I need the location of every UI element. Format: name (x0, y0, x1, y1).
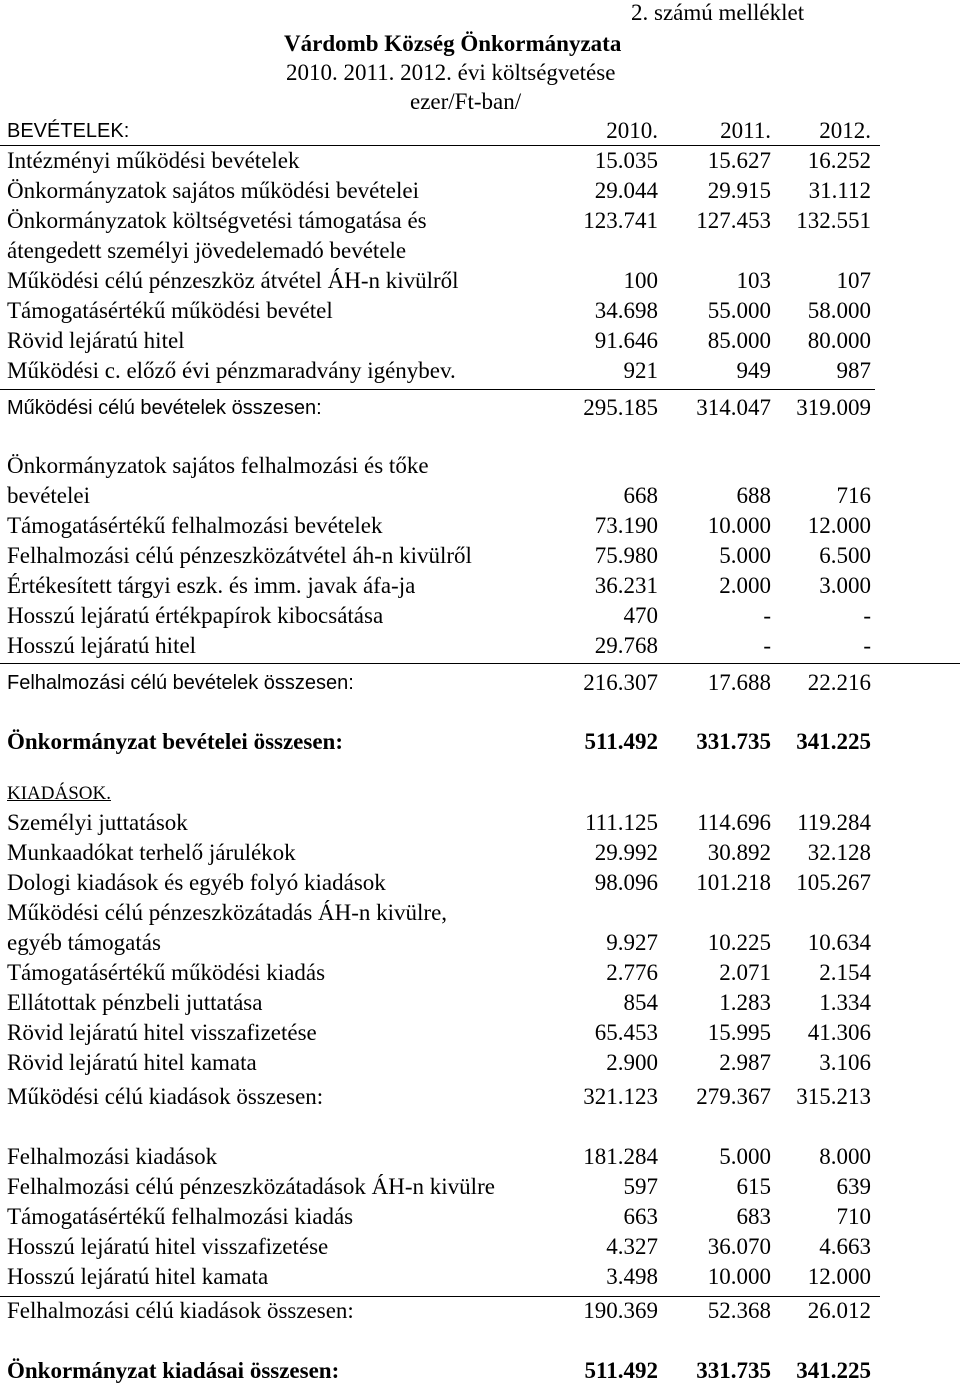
table-row (0, 808, 960, 838)
row-label: Működési célú kiadások összesen: (7, 1084, 324, 1109)
revenue-grand-total-row (0, 727, 960, 757)
value-2012: 58.000 (807, 298, 871, 323)
row-label: Személyi juttatások (7, 810, 188, 835)
value-2012: 2012. (819, 118, 871, 143)
row-label: átengedett személyi jövedelemadó bevétele (7, 238, 407, 263)
value-2012: 80.000 (807, 328, 871, 353)
value-2012: 4.663 (819, 1234, 871, 1259)
value-2010: 75.980 (594, 543, 658, 568)
row-label: Rövid lejáratú hitel (7, 328, 185, 353)
value-2010: 511.492 (584, 729, 658, 754)
value-2012: 41.306 (807, 1020, 871, 1045)
table-row (0, 481, 960, 511)
value-2010: 4.327 (606, 1234, 658, 1259)
value-2010: 921 (623, 358, 658, 383)
value-2010: 668 (623, 483, 658, 508)
value-2010: 321.123 (583, 1084, 658, 1109)
value-2012: 31.112 (808, 178, 871, 203)
row-label: Hosszú lejáratú hitel visszafizetése (7, 1234, 329, 1259)
table-row (0, 1232, 960, 1262)
value-2010: 29.992 (594, 840, 658, 865)
value-2011: 2.987 (719, 1050, 771, 1075)
value-2010: 123.741 (583, 208, 658, 233)
capital-expenditure-total-row (0, 1296, 960, 1326)
value-2012: 119.284 (797, 810, 871, 835)
value-2012: 341.225 (796, 729, 871, 754)
unit-label: ezer/Ft-ban/ (410, 89, 522, 114)
row-label: Rövid lejáratú hitel visszafizetése (7, 1020, 317, 1045)
value-2010: 511.492 (584, 1358, 658, 1383)
value-2010: 2.776 (606, 960, 658, 985)
table-row (0, 838, 960, 868)
value-2012: 6.500 (819, 543, 871, 568)
value-2010: 29.768 (594, 633, 658, 658)
value-2012: 987 (836, 358, 871, 383)
value-2011: 615 (736, 1174, 771, 1199)
value-2012: - (863, 633, 871, 658)
value-2011: - (763, 633, 771, 658)
value-2011: 2.071 (719, 960, 771, 985)
row-label: Ellátottak pénzbeli juttatása (7, 990, 263, 1015)
value-2012: 319.009 (796, 395, 871, 420)
row-label: KIADÁSOK. (7, 783, 111, 804)
value-2011: 10.225 (707, 930, 771, 955)
row-label: Támogatásértékű működési bevétel (7, 298, 333, 323)
operating-revenue-total-row (0, 393, 960, 423)
row-label: Felhalmozási célú kiadások összesen: (7, 1298, 354, 1323)
row-label: Munkaadókat terhelő járulékok (7, 840, 296, 865)
table-row (0, 958, 960, 988)
value-2011: 5.000 (719, 543, 771, 568)
value-2012: 716 (836, 483, 871, 508)
value-2011: 85.000 (707, 328, 771, 353)
value-2012: 1.334 (819, 990, 871, 1015)
value-2010: 2.900 (606, 1050, 658, 1075)
row-label: Értékesített tárgyi eszk. és imm. javak áfa-ja (7, 573, 416, 598)
table-row (0, 631, 960, 661)
value-2012: 710 (836, 1204, 871, 1229)
value-2010: 190.369 (583, 1298, 658, 1323)
value-2011: 15.995 (707, 1020, 771, 1045)
table-row (0, 146, 960, 176)
table-row (0, 571, 960, 601)
divider (0, 1296, 880, 1297)
table-row (0, 1172, 960, 1202)
value-2010: 2010. (606, 118, 658, 143)
value-2012: 12.000 (807, 513, 871, 538)
value-2011: 949 (736, 358, 771, 383)
table-row (0, 236, 960, 266)
value-2012: 3.000 (819, 573, 871, 598)
table-row (0, 1202, 960, 1232)
value-2011: 2.000 (719, 573, 771, 598)
row-label: Működési célú pénzeszközátadás ÁH-n kivülre, (7, 900, 448, 925)
value-2011: 683 (736, 1204, 771, 1229)
value-2010: 111.125 (584, 810, 658, 835)
revenue-header-row (0, 116, 960, 146)
value-2010: 854 (623, 990, 658, 1015)
row-label: Önkormányzatok sajátos működési bevételei (7, 178, 419, 203)
value-2010: 216.307 (583, 670, 658, 695)
table-row (0, 898, 960, 928)
row-label: Működési célú pénzeszköz átvétel ÁH-n kivülről (7, 268, 459, 293)
row-label: Intézményi működési bevételek (7, 148, 300, 173)
value-2010: 91.646 (594, 328, 658, 353)
table-row (0, 541, 960, 571)
table-row (0, 451, 960, 481)
row-label: Rövid lejáratú hitel kamata (7, 1050, 257, 1075)
value-2012: 3.106 (819, 1050, 871, 1075)
table-row (0, 296, 960, 326)
value-2010: 470 (623, 603, 658, 628)
value-2010: 73.190 (594, 513, 658, 538)
table-row (0, 1018, 960, 1048)
divider (0, 663, 960, 664)
value-2010: 98.096 (594, 870, 658, 895)
value-2011: 15.627 (707, 148, 771, 173)
table-row (0, 1142, 960, 1172)
value-2012: 12.000 (807, 1264, 871, 1289)
expenditure-header-row (0, 779, 960, 809)
value-2011: 10.000 (707, 1264, 771, 1289)
row-label: Felhalmozási kiadások (7, 1144, 218, 1169)
table-row (0, 266, 960, 296)
value-2011: 1.283 (719, 990, 771, 1015)
row-label: egyéb támogatás (7, 930, 161, 955)
value-2011: 114.696 (697, 810, 771, 835)
row-label: Hosszú lejáratú értékpapírok kibocsátása (7, 603, 384, 628)
value-2012: 10.634 (807, 930, 871, 955)
value-2010: 29.044 (594, 178, 658, 203)
value-2012: 341.225 (796, 1358, 871, 1383)
table-row (0, 511, 960, 541)
value-2011: 29.915 (707, 178, 771, 203)
table-row (0, 356, 960, 386)
table-row (0, 1048, 960, 1078)
value-2012: 105.267 (796, 870, 871, 895)
value-2011: 10.000 (707, 513, 771, 538)
row-label: Támogatásértékű felhalmozási kiadás (7, 1204, 354, 1229)
table-row (0, 206, 960, 236)
value-2011: 55.000 (707, 298, 771, 323)
value-2012: 107 (836, 268, 871, 293)
divider (0, 145, 880, 146)
divider (0, 389, 875, 390)
value-2010: 65.453 (594, 1020, 658, 1045)
value-2011: 2011. (720, 118, 771, 143)
row-label: bevételei (7, 483, 91, 508)
row-label: Működési célú bevételek összesen: (7, 397, 322, 419)
value-2010: 9.927 (606, 930, 658, 955)
document-subtitle: 2010. 2011. 2012. évi költségvetése (286, 60, 616, 85)
table-row (0, 1262, 960, 1292)
value-2011: - (763, 603, 771, 628)
value-2011: 36.070 (707, 1234, 771, 1259)
value-2011: 103 (736, 268, 771, 293)
value-2011: 101.218 (696, 870, 771, 895)
value-2012: 22.216 (807, 670, 871, 695)
value-2012: 315.213 (796, 1084, 871, 1109)
value-2010: 663 (623, 1204, 658, 1229)
value-2010: 36.231 (594, 573, 658, 598)
value-2012: 16.252 (807, 148, 871, 173)
value-2010: 3.498 (606, 1264, 658, 1289)
table-row (0, 928, 960, 958)
value-2011: 279.367 (696, 1084, 771, 1109)
operating-expenditure-total-row (0, 1082, 960, 1112)
row-label: Felhalmozási célú bevételek összesen: (7, 672, 354, 694)
row-label: Támogatásértékű felhalmozási bevételek (7, 513, 383, 538)
value-2011: 127.453 (696, 208, 771, 233)
table-row (0, 988, 960, 1018)
value-2011: 5.000 (719, 1144, 771, 1169)
value-2011: 314.047 (696, 395, 771, 420)
row-label: Működési c. előző évi pénzmaradvány igénybev. (7, 358, 456, 383)
row-label: Önkormányzatok költségvetési támogatása és (7, 208, 427, 233)
table-row (0, 601, 960, 631)
row-label: Hosszú lejáratú hitel kamata (7, 1264, 269, 1289)
row-label: Hosszú lejáratú hitel (7, 633, 197, 658)
value-2012: 2.154 (819, 960, 871, 985)
value-2012: 26.012 (807, 1298, 871, 1323)
document-title: Várdomb Község Önkormányzata (284, 31, 622, 56)
value-2010: 597 (623, 1174, 658, 1199)
expenditure-grand-total-row (0, 1356, 960, 1386)
value-2012: 639 (836, 1174, 871, 1199)
value-2011: 52.368 (707, 1298, 771, 1323)
value-2012: 32.128 (807, 840, 871, 865)
value-2011: 331.735 (696, 729, 771, 754)
value-2012: 132.551 (796, 208, 871, 233)
value-2011: 17.688 (707, 670, 771, 695)
annex-label: 2. számú melléklet (631, 0, 805, 25)
value-2010: 34.698 (594, 298, 658, 323)
value-2012: - (863, 603, 871, 628)
row-label: Önkormányzatok sajátos felhalmozási és tőke (7, 453, 429, 478)
table-row (0, 326, 960, 356)
row-label: Önkormányzat bevételei összesen: (7, 729, 343, 754)
value-2012: 8.000 (819, 1144, 871, 1169)
table-row (0, 176, 960, 206)
value-2010: 15.035 (594, 148, 658, 173)
row-label: Felhalmozási célú pénzeszközátadások ÁH-n kivülre (7, 1174, 495, 1199)
capital-revenue-total-row (0, 668, 960, 698)
value-2010: 100 (623, 268, 658, 293)
value-2011: 688 (736, 483, 771, 508)
row-label: Támogatásértékű működési kiadás (7, 960, 326, 985)
row-label: Dologi kiadások és egyéb folyó kiadások (7, 870, 386, 895)
row-label: BEVÉTELEK: (7, 120, 130, 142)
value-2011: 331.735 (696, 1358, 771, 1383)
value-2010: 181.284 (583, 1144, 658, 1169)
value-2010: 295.185 (583, 395, 658, 420)
row-label: Felhalmozási célú pénzeszközátvétel áh-n kivülről (7, 543, 472, 568)
table-row (0, 868, 960, 898)
row-label: Önkormányzat kiadásai összesen: (7, 1358, 340, 1383)
value-2011: 30.892 (707, 840, 771, 865)
